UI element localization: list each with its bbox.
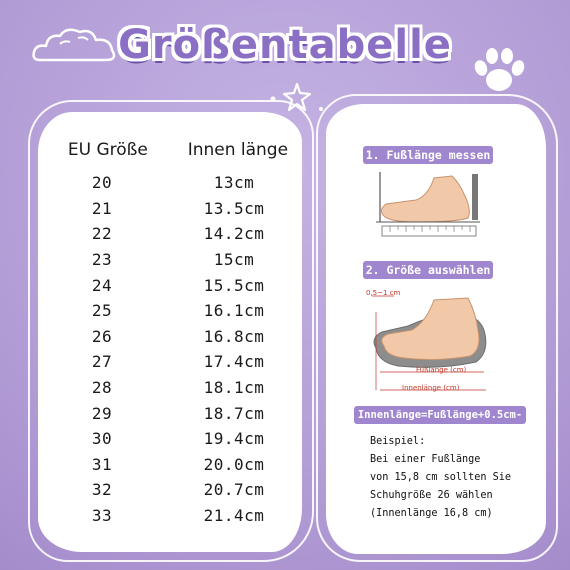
eu-size: 22 [91, 224, 113, 244]
inner-length: 13.5cm [203, 198, 265, 218]
inner-length: 16.8cm [203, 326, 265, 346]
size-table [38, 170, 302, 528]
example-line: von 15,8 cm sollten Sie [370, 472, 512, 483]
step-2-label: 2. Größe auswählen [363, 261, 493, 279]
eu-size: 30 [91, 429, 113, 449]
table-row [38, 375, 302, 401]
table-row [38, 247, 302, 273]
header-eu-size: EU Größe [67, 140, 148, 160]
inner-length-label: Innenlänge (cm) [402, 384, 460, 392]
table-row [38, 298, 302, 324]
foot-measure-illustration [376, 170, 480, 240]
example-line: Schuhgröße 26 wählen [370, 490, 493, 501]
eu-size: 23 [91, 250, 113, 270]
table-row [38, 426, 302, 452]
table-row [38, 170, 302, 196]
table-row [38, 477, 302, 503]
shoe-size-illustration [368, 286, 496, 398]
formula-label: Innenlänge=Fußlänge+0.5cm-1cm [354, 406, 526, 424]
inner-length: 18.1cm [203, 378, 265, 398]
table-row [38, 324, 302, 350]
inner-length: 17.4cm [203, 352, 265, 372]
inner-length: 13cm [213, 173, 255, 193]
table-row [38, 400, 302, 426]
eu-size: 21 [91, 198, 113, 218]
eu-size: 31 [91, 454, 113, 474]
table-row [38, 452, 302, 478]
eu-size: 32 [91, 480, 113, 500]
example-line: Bei einer Fußlänge [370, 454, 481, 465]
eu-size: 27 [91, 352, 113, 372]
eu-size: 29 [91, 403, 113, 423]
inner-length: 19.4cm [203, 429, 265, 449]
step-1-label: 1. Fußlänge messen [363, 146, 493, 164]
table-header [38, 140, 302, 160]
inner-length: 16.1cm [203, 301, 265, 321]
eu-size: 26 [91, 326, 113, 346]
eu-size: 33 [91, 506, 113, 526]
eu-size: 20 [91, 173, 113, 193]
inner-length: 20.0cm [203, 454, 265, 474]
table-row [38, 503, 302, 529]
foot-length-label: Fußlänge (cm) [416, 366, 467, 374]
table-row [38, 272, 302, 298]
table-row [38, 349, 302, 375]
inner-length: 15.5cm [203, 275, 265, 295]
page-title: Größentabelle [118, 22, 452, 68]
table-row [38, 196, 302, 222]
example-text [370, 433, 540, 523]
header-inner-length: Innen länge [187, 140, 289, 160]
eu-size: 24 [91, 275, 113, 295]
eu-size: 25 [91, 301, 113, 321]
inner-length: 18.7cm [203, 403, 265, 423]
gap-label: 0,5~1 cm [366, 289, 401, 297]
example-line: Beispiel: [370, 436, 426, 447]
eu-size: 28 [91, 378, 113, 398]
table-row [38, 221, 302, 247]
inner-length: 14.2cm [203, 224, 265, 244]
inner-length: 15cm [213, 250, 255, 270]
example-line: (Innenlänge 16,8 cm) [370, 508, 493, 519]
inner-length: 20.7cm [203, 480, 265, 500]
inner-length: 21.4cm [203, 506, 265, 526]
